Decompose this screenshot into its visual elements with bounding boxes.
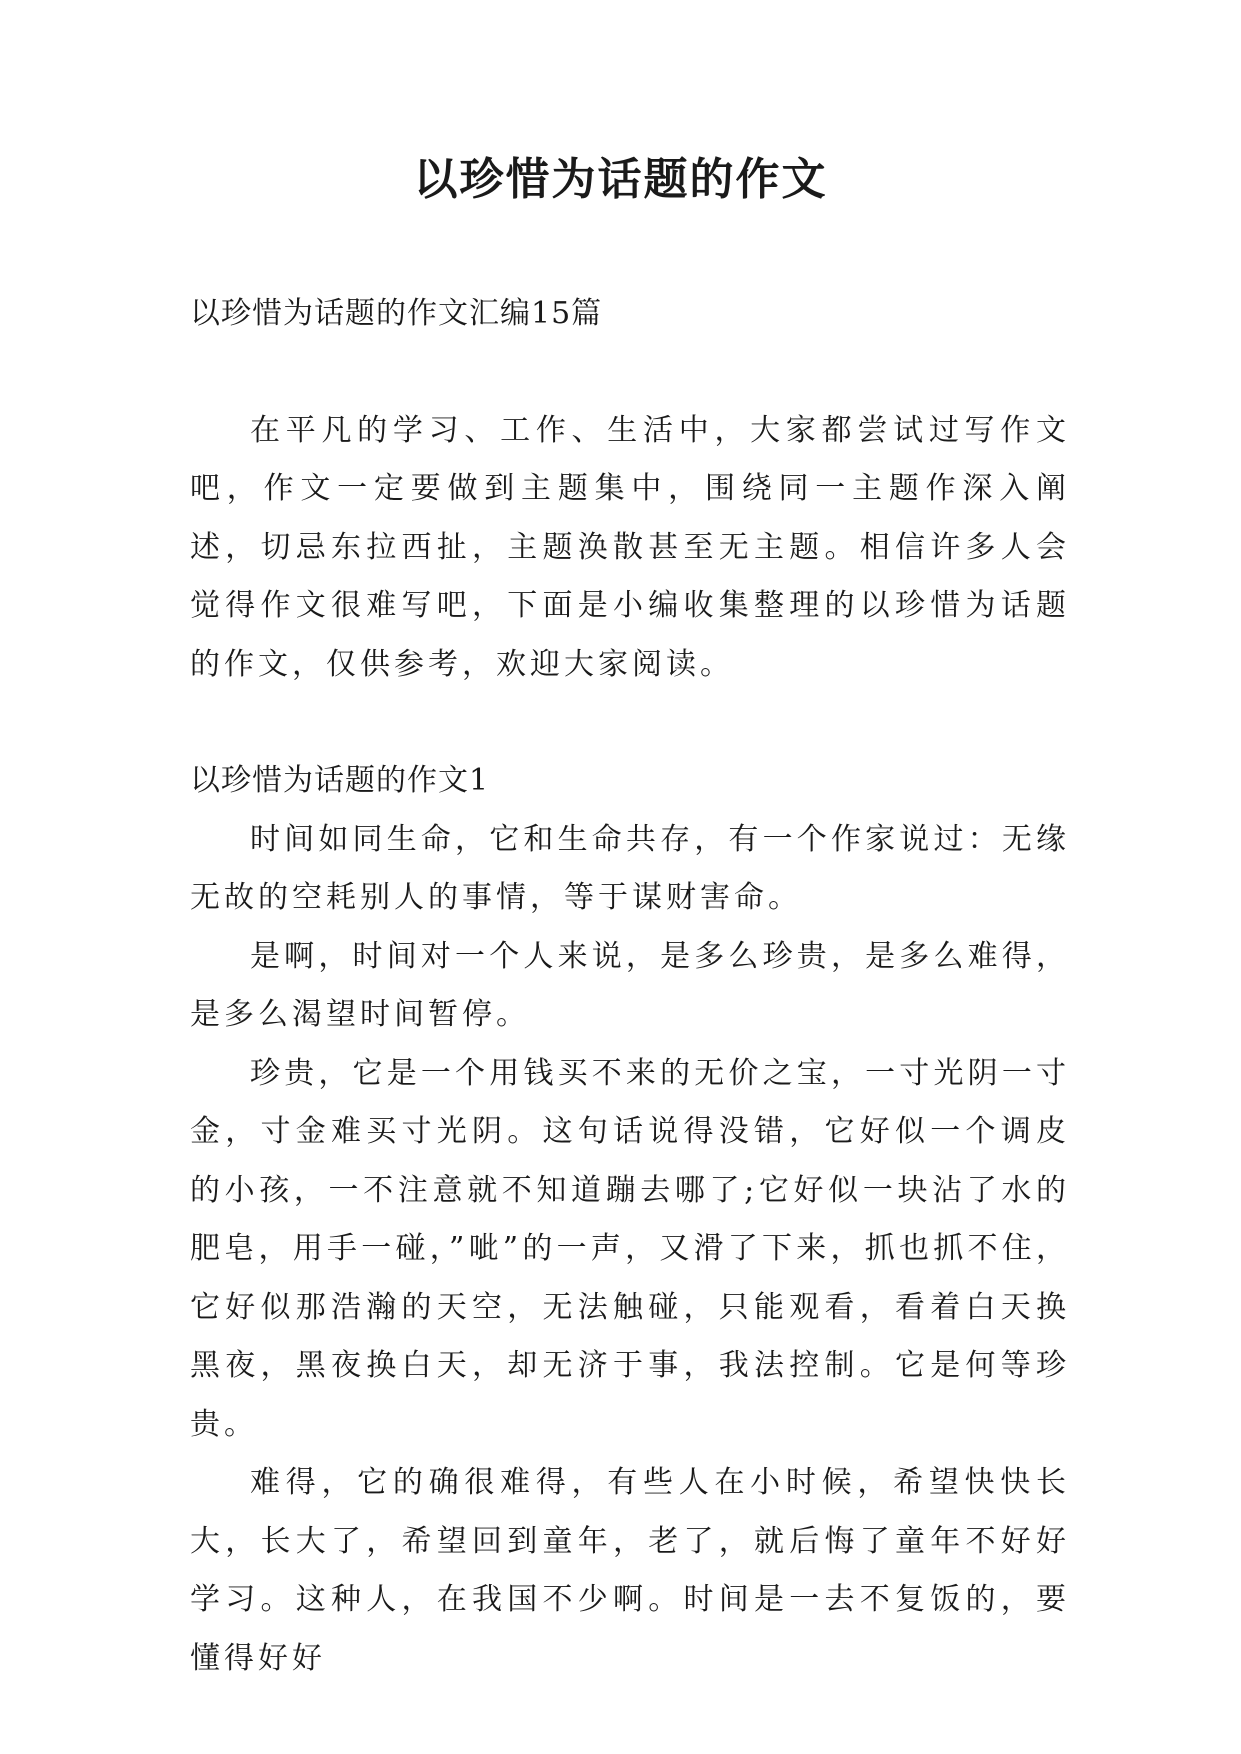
intro-paragraph: 在平凡的学习、工作、生活中，大家都尝试过写作文吧，作文一定要做到主题集中，围绕同一主题作深入阐述，切忌东拉西扯，主题涣散甚至无主题。相信许多人会觉得作文很难写吧，下面是小编收集整理的以珍惜为话题的作文，仅供参考，欢迎大家阅读。 (190, 412, 1070, 682)
essay-heading: 以珍惜为话题的作文1 (190, 763, 490, 798)
document-subtitle: 以珍惜为话题的作文汇编15篇 (190, 296, 603, 331)
essay-paragraph: 是啊，时间对一个人来说，是多么珍贵，是多么难得，是多么渴望时间暂停。 (190, 938, 1070, 1032)
essay-paragraph: 时间如同生命，它和生命共存，有一个作家说过：无缘无故的空耗别人的事情，等于谋财害命。 (190, 821, 1070, 915)
essay-paragraph: 难得，它的确很难得，有些人在小时候，希望快快长大，长大了，希望回到童年，老了，就后悔了童年不好好学习。这种人，在我国不少啊。时间是一去不复饭的，要懂得好好 (190, 1465, 1070, 1676)
essay-paragraph: 珍贵，它是一个用钱买不来的无价之宝，一寸光阴一寸金，寸金难买寸光阴。这句话说得没错，它好似一个调皮的小孩，一不注意就不知道蹦去哪了;它好似一块沾了水的肥皂，用手一碰，”呲”的一声，又滑了下来，抓也抓不住，它好似那浩瀚的天空，无法触碰，只能观看，看着白天换黑夜，黑夜换白天，却无济于事，我法控制。它是何等珍贵。 (190, 1055, 1070, 1442)
document-body (190, 285, 1070, 1688)
page-title: 以珍惜为话题的作文 (413, 154, 828, 205)
